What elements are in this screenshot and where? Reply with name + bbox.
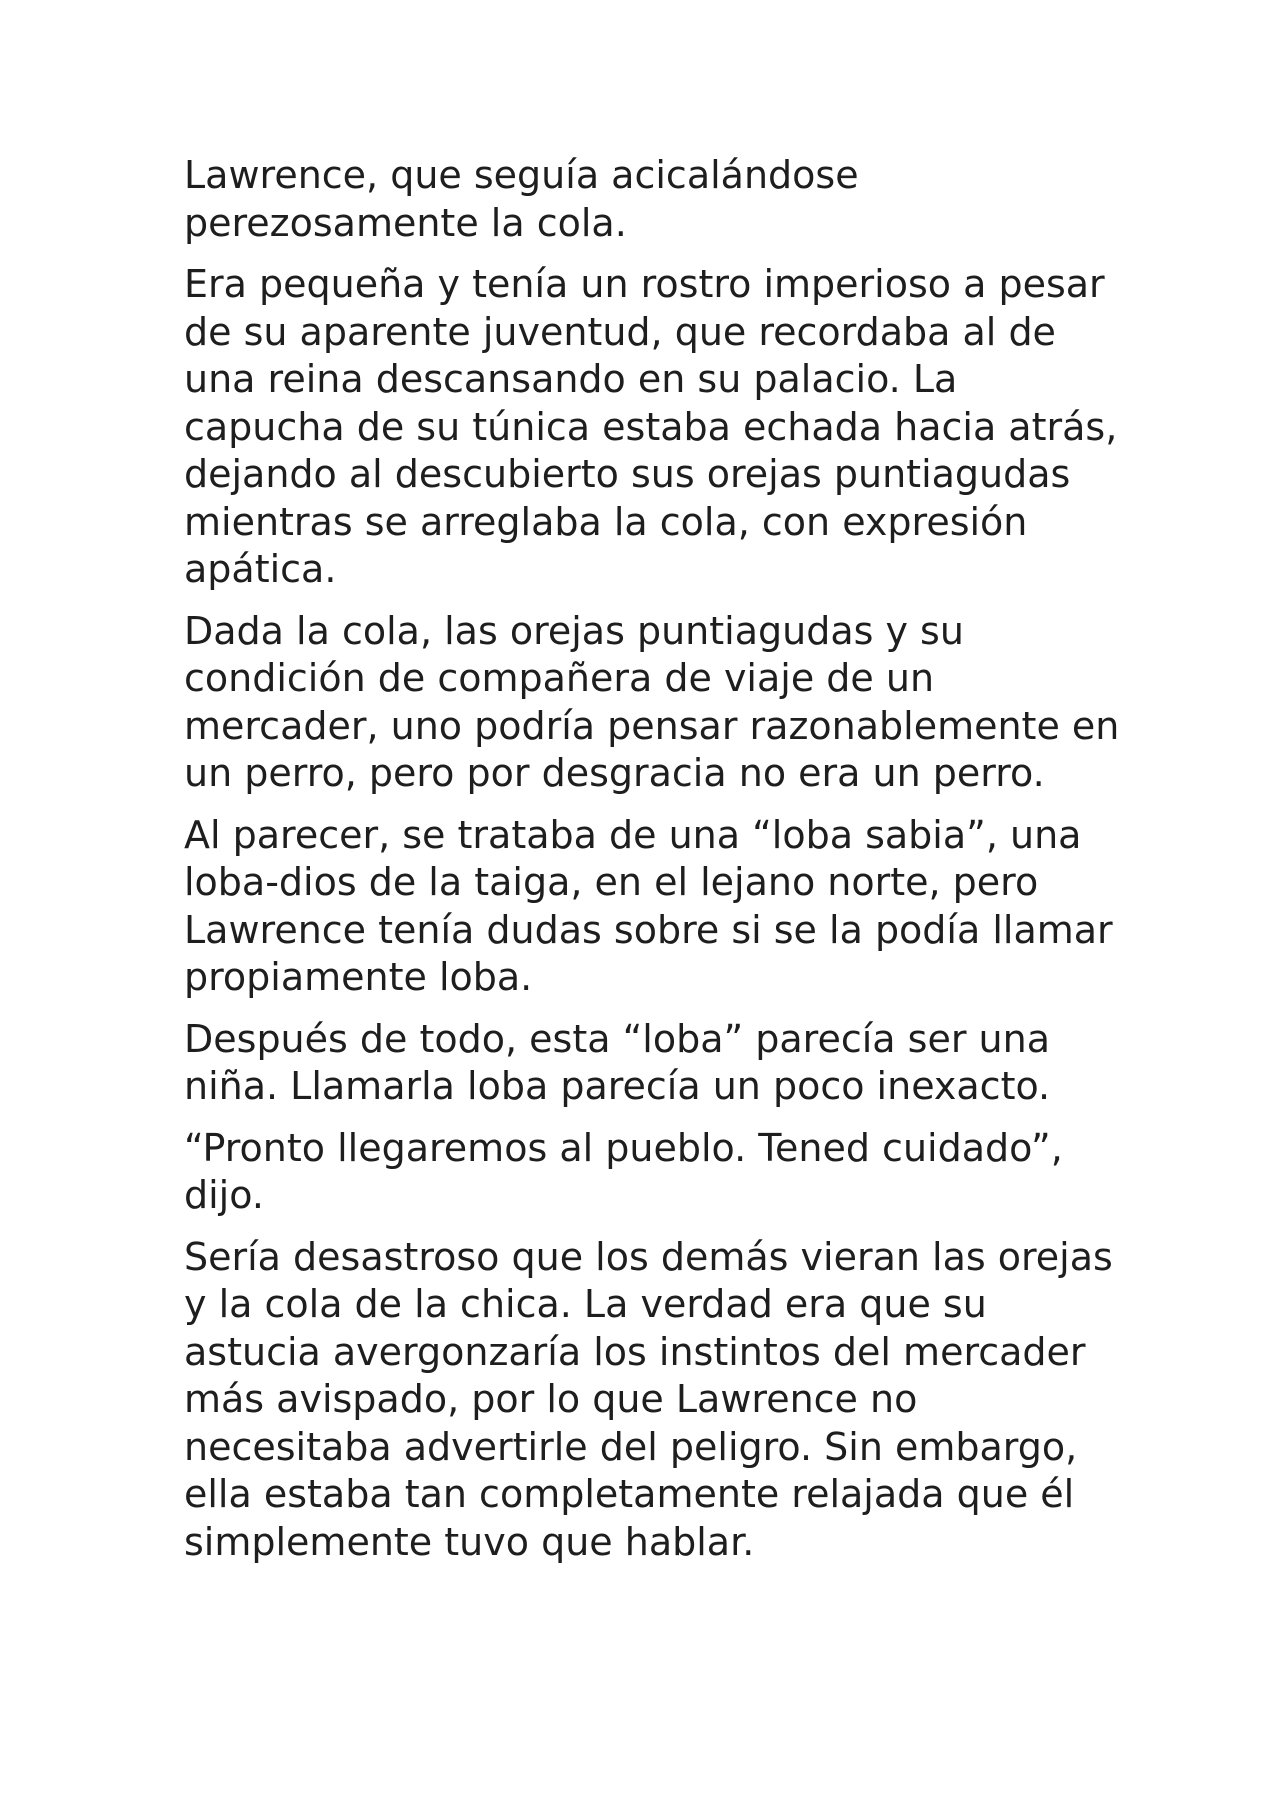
paragraph: Lawrence, que seguía acicalándose perezosamente la cola.: [184, 153, 859, 245]
paragraph: Era pequeña y tenía un rostro imperioso a pesar de su aparente juventud, que recordaba al de una reina descansando en su palacio. La capucha de su túnica estaba echada hacia atrás, dejando al descubierto sus orejas puntiagudas mientras se arreglaba la cola, con expresión apática.: [184, 262, 1118, 591]
document-page: [184, 152, 1124, 1580]
paragraph: Al parecer, se trataba de una “loba sabia”, una loba-dios de la taiga, en el lejano norte, pero Lawrence tenía dudas sobre si se la podía llamar propiamente loba.: [184, 812, 1113, 999]
paragraph: Dada la cola, las orejas puntiagudas y su condición de compañera de viaje de un mercader, uno podría pensar razonablemente en un perro, pero por desgracia no era un perro.: [184, 608, 1120, 795]
paragraph: “Pronto llegaremos al pueblo. Tened cuidado”, dijo.: [184, 1125, 1063, 1217]
paragraph: Sería desastroso que los demás vieran las orejas y la cola de la chica. La verdad era que su astucia avergonzaría los instintos del mercader más avispado, por lo que Lawrence no necesitaba advertirle del peligro. Sin embargo, ella estaba tan completamente relajada que él simplemente tuvo que hablar.: [184, 1234, 1113, 1564]
paragraph: Después de todo, esta “loba” parecía ser una niña. Llamarla loba parecía un poco inexacto.: [184, 1016, 1051, 1108]
